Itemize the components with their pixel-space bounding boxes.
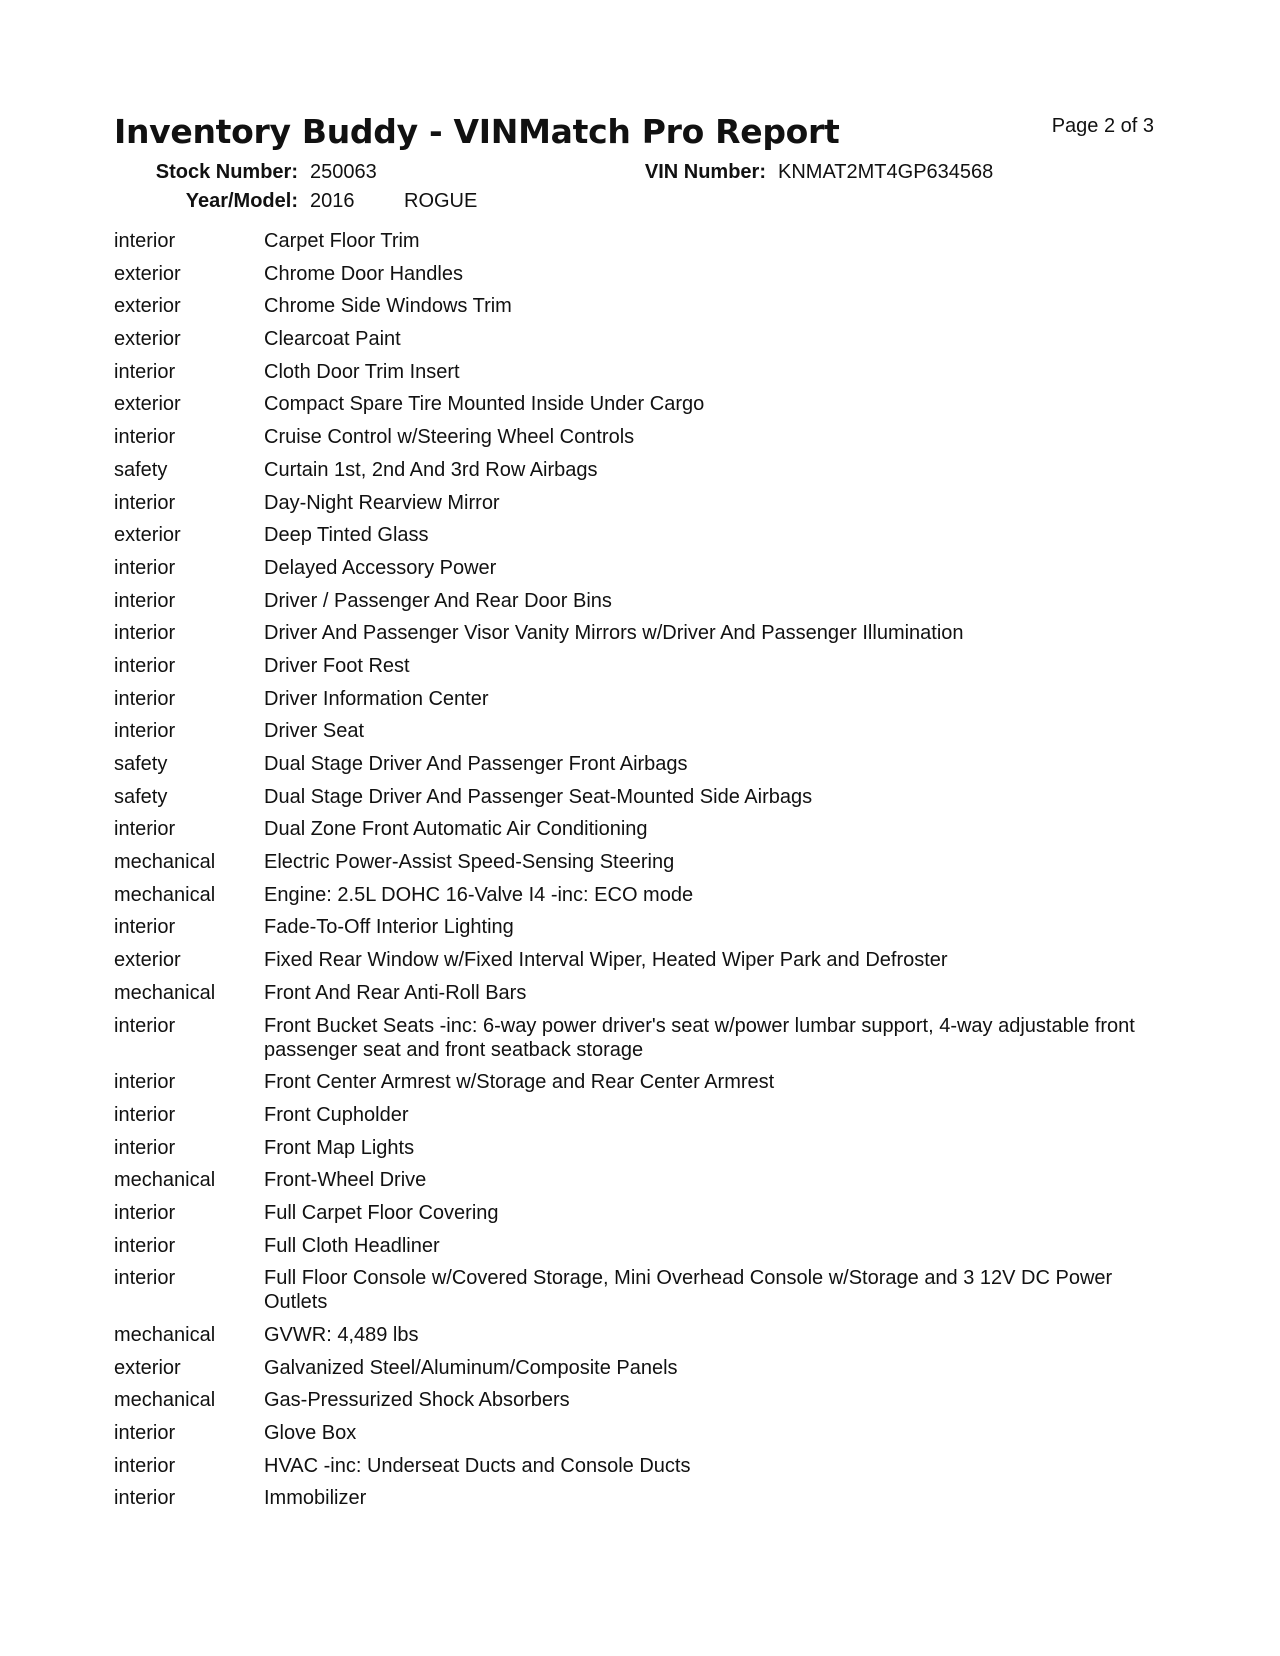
feature-description: Fixed Rear Window w/Fixed Interval Wiper, Heated Wiper Park and Defroster	[264, 949, 948, 972]
feature-description: Carpet Floor Trim	[264, 230, 420, 252]
feature-description: Front-Wheel Drive	[264, 1169, 427, 1192]
feature-row	[114, 687, 1156, 711]
feature-row	[114, 1168, 1156, 1192]
feature-row	[114, 1014, 1156, 1062]
feature-category: interior	[114, 1201, 176, 1224]
feature-description: Day-Night Rearview Mirror	[264, 491, 500, 514]
feature-description: Dual Stage Driver And Passenger Front Airbags	[264, 753, 688, 775]
feature-row	[114, 360, 1156, 384]
feature-category: exterior	[114, 1356, 181, 1379]
feature-category: interior	[114, 916, 176, 939]
feature-description: Cloth Door Trim Insert	[264, 360, 460, 383]
feature-description: Dual Stage Driver And Passenger Seat-Mounted Side Airbags	[264, 785, 813, 808]
year-model-label: Year/Model:	[185, 190, 298, 212]
feature-description: Clearcoat Paint	[264, 328, 401, 351]
feature-category: interior	[114, 654, 176, 677]
feature-description: Cruise Control w/Steering Wheel Controls	[264, 426, 635, 449]
feature-description: Electric Power-Assist Speed-Sensing Steering	[264, 851, 675, 874]
feature-description: Deep Tinted Glass	[264, 524, 429, 547]
feature-description: HVAC -inc: Underseat Ducts and Console Ducts	[264, 1454, 691, 1477]
feature-category: exterior	[114, 328, 181, 351]
feature-category: mechanical	[114, 1389, 216, 1412]
feature-row	[114, 817, 1156, 841]
feature-row	[114, 458, 1156, 482]
feature-category: exterior	[114, 295, 181, 318]
feature-category: interior	[114, 1103, 176, 1126]
feature-row	[114, 1201, 1156, 1225]
feature-row	[114, 229, 1156, 253]
feature-description: GVWR: 4,489 lbs	[264, 1324, 419, 1346]
feature-category: interior	[114, 426, 176, 449]
feature-category: interior	[114, 556, 176, 579]
feature-row	[114, 621, 1156, 645]
feature-description: Full Carpet Floor Covering	[264, 1201, 499, 1224]
feature-category: interior	[114, 1136, 176, 1159]
feature-description: Front Map Lights	[264, 1136, 415, 1159]
feature-category: mechanical	[114, 851, 216, 874]
feature-description: Driver Seat	[264, 720, 365, 743]
feature-category: interior	[114, 589, 176, 612]
feature-row	[114, 556, 1156, 580]
feature-category: interior	[114, 1422, 176, 1445]
feature-description: Driver And Passenger Visor Vanity Mirrors w/Driver And Passenger Illumination	[264, 622, 964, 645]
feature-category: interior	[114, 491, 176, 514]
feature-row	[114, 883, 1156, 907]
feature-row	[114, 1266, 1156, 1314]
feature-category: mechanical	[114, 1169, 216, 1192]
feature-description: Dual Zone Front Automatic Air Conditioning	[264, 818, 648, 841]
feature-row	[114, 1388, 1156, 1412]
feature-description: Delayed Accessory Power	[264, 556, 497, 579]
feature-row	[114, 392, 1156, 416]
feature-category: interior	[114, 687, 176, 710]
stock-number-value: 250063	[310, 161, 377, 183]
feature-category: interior	[114, 720, 176, 743]
feature-row	[114, 491, 1156, 515]
feature-row	[114, 1421, 1156, 1445]
feature-row	[114, 262, 1156, 286]
feature-row	[114, 719, 1156, 743]
feature-description: Compact Spare Tire Mounted Inside Under Cargo	[264, 393, 705, 416]
feature-row	[114, 589, 1156, 613]
feature-category: exterior	[114, 949, 181, 972]
feature-description: Engine: 2.5L DOHC 16-Valve I4 -inc: ECO mode	[264, 883, 694, 906]
feature-category: interior	[114, 622, 176, 645]
feature-description: Front Bucket Seats -inc: 6-way power driver's seat w/power lumbar support, 4-way adjustable front passenger seat and front seatback storage	[264, 1014, 1135, 1061]
feature-category: safety	[114, 785, 168, 808]
feature-category: interior	[114, 1267, 176, 1290]
feature-row	[114, 654, 1156, 678]
feature-category: interior	[114, 230, 176, 252]
page-number: Page 2 of 3	[1051, 115, 1154, 137]
feature-category: exterior	[114, 393, 181, 416]
feature-row	[114, 327, 1156, 351]
feature-row	[114, 1486, 1156, 1510]
feature-description: Full Cloth Headliner	[264, 1234, 440, 1257]
feature-description: Chrome Door Handles	[264, 262, 463, 285]
feature-row	[114, 425, 1156, 449]
feature-row	[114, 1136, 1156, 1160]
feature-category: interior	[114, 1454, 176, 1477]
feature-description: Front Center Armrest w/Storage and Rear Center Armrest	[264, 1071, 775, 1094]
feature-category: interior	[114, 1487, 176, 1510]
feature-description: Glove Box	[264, 1422, 357, 1445]
feature-category: exterior	[114, 524, 181, 547]
feature-category: safety	[114, 753, 168, 775]
feature-description: Driver Information Center	[264, 687, 489, 710]
feature-row	[114, 850, 1156, 874]
feature-description: Front And Rear Anti-Roll Bars	[264, 981, 527, 1004]
year-value: 2016	[310, 190, 355, 212]
vin-number-label: VIN Number:	[644, 161, 766, 183]
feature-category: mechanical	[114, 1324, 216, 1346]
feature-description: Immobilizer	[264, 1487, 367, 1510]
feature-category: interior	[114, 1234, 176, 1257]
feature-description: Driver / Passenger And Rear Door Bins	[264, 589, 612, 612]
feature-description: Gas-Pressurized Shock Absorbers	[264, 1389, 570, 1412]
feature-row	[114, 523, 1156, 547]
feature-description: Chrome Side Windows Trim	[264, 295, 512, 318]
feature-row	[114, 948, 1156, 972]
feature-list	[114, 229, 1156, 1519]
feature-description: Curtain 1st, 2nd And 3rd Row Airbags	[264, 458, 598, 481]
feature-description: Fade-To-Off Interior Lighting	[264, 916, 514, 939]
feature-category: safety	[114, 458, 168, 481]
feature-category: interior	[114, 360, 176, 383]
feature-description: Front Cupholder	[264, 1103, 409, 1126]
feature-row	[114, 1103, 1156, 1127]
feature-category: interior	[114, 1071, 176, 1094]
feature-category: interior	[114, 818, 176, 841]
feature-category: mechanical	[114, 883, 216, 906]
model-value: ROGUE	[404, 190, 478, 212]
feature-description: Galvanized Steel/Aluminum/Composite Panels	[264, 1356, 678, 1379]
feature-row	[114, 785, 1156, 809]
feature-description: Driver Foot Rest	[264, 654, 410, 677]
feature-row	[114, 1356, 1156, 1380]
report-title: Inventory Buddy - VINMatch Pro Report	[114, 112, 840, 151]
feature-row	[114, 294, 1156, 318]
feature-row	[114, 981, 1156, 1005]
feature-row	[114, 1323, 1156, 1347]
feature-category: mechanical	[114, 981, 216, 1004]
feature-category: interior	[114, 1014, 176, 1037]
feature-row	[114, 1234, 1156, 1258]
feature-description: Full Floor Console w/Covered Storage, Mini Overhead Console w/Storage and 3 12V DC Power Outlets	[264, 1267, 1113, 1314]
feature-row	[114, 1454, 1156, 1478]
feature-row	[114, 915, 1156, 939]
feature-row	[114, 752, 1156, 776]
stock-number-label: Stock Number:	[155, 161, 298, 183]
feature-category: exterior	[114, 262, 181, 285]
vin-number-value: KNMAT2MT4GP634568	[778, 161, 994, 183]
feature-row	[114, 1070, 1156, 1094]
